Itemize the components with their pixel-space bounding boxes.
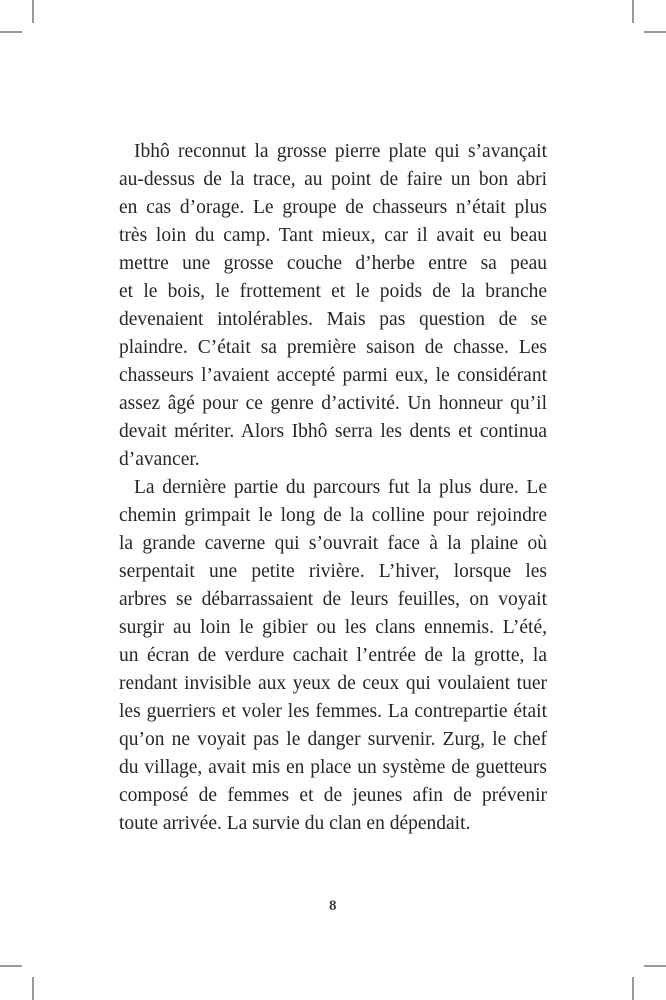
crop-mark-bottom-left-vertical xyxy=(32,977,34,1000)
crop-mark-top-right-horizontal xyxy=(644,31,666,33)
text-line: et le bois, le frottement et le poids de la branche xyxy=(119,281,547,302)
paragraph xyxy=(119,138,547,474)
text-line: d’avancer. xyxy=(119,449,200,470)
text-line: chemin grimpait le long de la colline pour rejoindre xyxy=(119,505,547,526)
text-line: Ibhô reconnut la grosse pierre plate qui s’avançait xyxy=(134,141,547,162)
text-line: composé de femmes et de jeunes afin de prévenir xyxy=(119,785,547,806)
crop-mark-top-right-vertical xyxy=(632,0,634,23)
page-number: 8 xyxy=(329,898,337,914)
text-line: rendant invisible aux yeux de ceux qui voulaient tuer xyxy=(119,673,547,694)
text-line: surgir au loin le gibier ou les clans ennemis. L’été, xyxy=(119,617,547,638)
crop-mark-bottom-right-horizontal xyxy=(644,965,666,967)
text-line: les guerriers et voler les femmes. La contrepartie était xyxy=(119,701,547,722)
text-line: devait mériter. Alors Ibhô serra les dents et continua xyxy=(119,421,547,442)
text-line: qu’on ne voyait pas le danger survenir. Zurg, le chef xyxy=(119,729,547,750)
text-line: toute arrivée. La survie du clan en dépendait. xyxy=(119,813,471,834)
text-line: serpentait une petite rivière. L’hiver, lorsque les xyxy=(119,561,547,582)
crop-mark-top-left-horizontal xyxy=(0,31,22,33)
text-line: un écran de verdure cachait l’entrée de la grotte, la xyxy=(119,645,547,666)
text-line: la grande caverne qui s’ouvrait face à la plaine où xyxy=(119,533,547,554)
text-line: très loin du camp. Tant mieux, car il avait eu beau xyxy=(119,225,547,246)
crop-mark-bottom-right-vertical xyxy=(632,977,634,1000)
text-block xyxy=(119,138,547,838)
text-line: plaindre. C’était sa première saison de chasse. Les xyxy=(119,337,547,358)
paragraph xyxy=(119,474,547,838)
text-line: arbres se débarrassaient de leurs feuilles, on voyait xyxy=(119,589,547,610)
text-line: mettre une grosse couche d’herbe entre sa peau xyxy=(119,253,547,274)
text-line: La dernière partie du parcours fut la plus dure. Le xyxy=(134,477,547,498)
text-line: au-dessus de la trace, au point de faire un bon abri xyxy=(119,169,547,190)
text-line: devenaient intolérables. Mais pas question de se xyxy=(119,309,547,330)
text-line: du village, avait mis en place un système de guetteurs xyxy=(119,757,547,778)
crop-mark-bottom-left-horizontal xyxy=(0,965,22,967)
crop-mark-top-left-vertical xyxy=(32,0,34,23)
text-line: en cas d’orage. Le groupe de chasseurs n’était plus xyxy=(119,197,547,218)
text-line: chasseurs l’avaient accepté parmi eux, le considérant xyxy=(119,365,547,386)
text-line: assez âgé pour ce genre d’activité. Un honneur qu’il xyxy=(119,393,547,414)
